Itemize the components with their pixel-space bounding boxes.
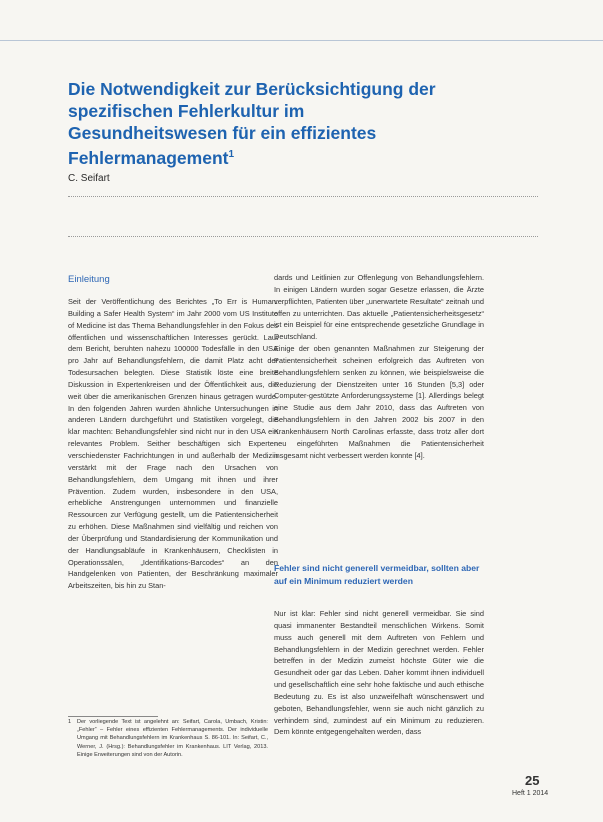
body-column-right [274, 272, 484, 462]
body-paragraph: Nur ist klar: Fehler sind nicht generell vermeidbar. Sie sind quasi immanenter Bestandteil menschlichen Wirkens. Somit muss auch generell mit dem Auftreten von Fehlern und Behandlungsfehlern in der Medizin gerechnet werden. Fehler betreffen in der Medizin zumeist höchste Güter wie die Gesundheit oder gar das Leben. Daher kommt ihnen individuell und gesellschaftlich eine sehr hohe faktische und auch ethische Bedeutung zu. Es ist also unzweifelhaft wünschenswert und geboten, Behandlungsfehler, wenn sie auch nicht gänzlich zu verhindern sind, zumindest auf ein Minimum zu reduzieren. Dem könnte entgegengehalten werden, dass [274, 609, 484, 737]
section-heading-einleitung: Einleitung [68, 274, 110, 285]
footnote [68, 718, 268, 759]
dotted-divider [68, 196, 538, 197]
article-title-text: Die Notwendigkeit zur Berücksichtigung der spezifischen Fehlerkultur im Gesundheitswesen für ein effizientes Fehlermanagement [68, 79, 436, 168]
dotted-divider [68, 236, 538, 237]
body-column-left [68, 296, 278, 592]
top-rule [0, 40, 603, 41]
body-paragraph: dards und Leitlinien zur Offenlegung von Behandlungsfehlern. In einigen Ländern wurden sogar Gesetze erlassen, die Ärzte verpflichten, Patienten über „unerwartete Resultate“ zeitnah und offen zu unterrichten. Das aktuelle „Patientensicherheitsgesetz“ ist ein Beispiel für eine entsprechende gesetzliche Grundlage in Deutschland. Einige der oben genannten Maßnahmen zur Steigerung der Patientensicherheit scheinen erfolgreich das Auftreten von Behandlungsfehlern senken zu können, wie beispielsweise die Reduzierung der Dienstzeiten unter 16 Stunden [5,3] oder Computer-gestützte Anforderungssysteme [1]. Allerdings belegt eine Studie aus dem Jahr 2010, dass das Auftreten von Behandlungsfehlern in den Jahren 2002 bis 2007 in den Krankenhäusern North Carolinas erfasste, dass trotz aller dort neu eingeführten Maßnahmen die Patientensicherheit insgesamt nicht verbessert werden konnte [4]. [274, 273, 484, 460]
footnote-text: Der vorliegende Text ist angelehnt an: Seifart, Carola, Umbach, Kristin: „Fehler“ – Fehler eines effizienten Fehlermanagements. Der individuelle Umgang mit Behandlungsfehlern im Krankenhaus S. 86-101. In: Seifart, C., Werner, J. (Hrsg.): Behandlungsfehler im Krankenhaus. LIT Verlag, 2013. Einige Erweiterungen sind von der Autorin. [77, 719, 268, 758]
footnote-rule [68, 716, 158, 717]
issue-label: Heft 1 2014 [512, 790, 549, 797]
page-number: 25 [525, 773, 540, 788]
body-paragraph: Seit der Veröffentlichung des Berichtes „To Err is Human: Building a Safer Health System“ im Jahr 2000 vom US Institute of Medicine ist das Thema Behandlungsfehler in den Fokus des öffentlichen und wissenschaftlichen Interesses gerückt. Laut dem Bericht, beruhten nahezu 100000 Todesfälle in den USA pro Jahr auf Behandlungsfehlern, die damit Platz acht der Todesursachen belegten. Diese Statistik löste eine breite Diskussion in Expertenkreisen und der Öffentlichkeit aus, die weit über die amerikanischen Grenzen hinaus getragen wurde. In den folgenden Jahren wurden ähnliche Untersuchungen in anderen Ländern durchgeführt und Statistiken vorgelegt, die klar machten: Behandlungsfehler sind nicht nur in den USA ein relevantes Problem. Seither beschäftigen sich Experten verschiedenster Fachrichtungen in und außerhalb der Medizin verstärkt mit der Frage nach den Ursachen von Behandlungsfehlern, dem Umgang mit ihnen und ihrer Prävention. Zudem wurden, insbesondere in den USA, erhebliche Anstrengungen unternommen und finanzielle Ressourcen zur Verfügung gestellt, um die Patientensicherheit zu erhöhen. Diese Maßnahmen sind vielfältig und reichen von der Überprüfung und Standardisierung der Kommunikation und der Handlungsabläufe in Krankenhäusern, Checklisten in Operationssälen, „Identifikations-Barcodes“ an den Handgelenken von Patienten, der Beschränkung maximaler Arbeitszeiten, bis hin zu Stan- [68, 297, 278, 591]
section-heading-fehler: Fehler sind nicht generell vermeidbar, sollten aber auf ein Minimum reduziert werden [274, 563, 480, 586]
footnote-mark: 1 [68, 719, 72, 725]
title-footnote-mark: 1 [228, 149, 235, 160]
author: C. Seifart [68, 173, 110, 184]
article-title [68, 78, 448, 169]
body-column-right-lower [274, 608, 484, 738]
